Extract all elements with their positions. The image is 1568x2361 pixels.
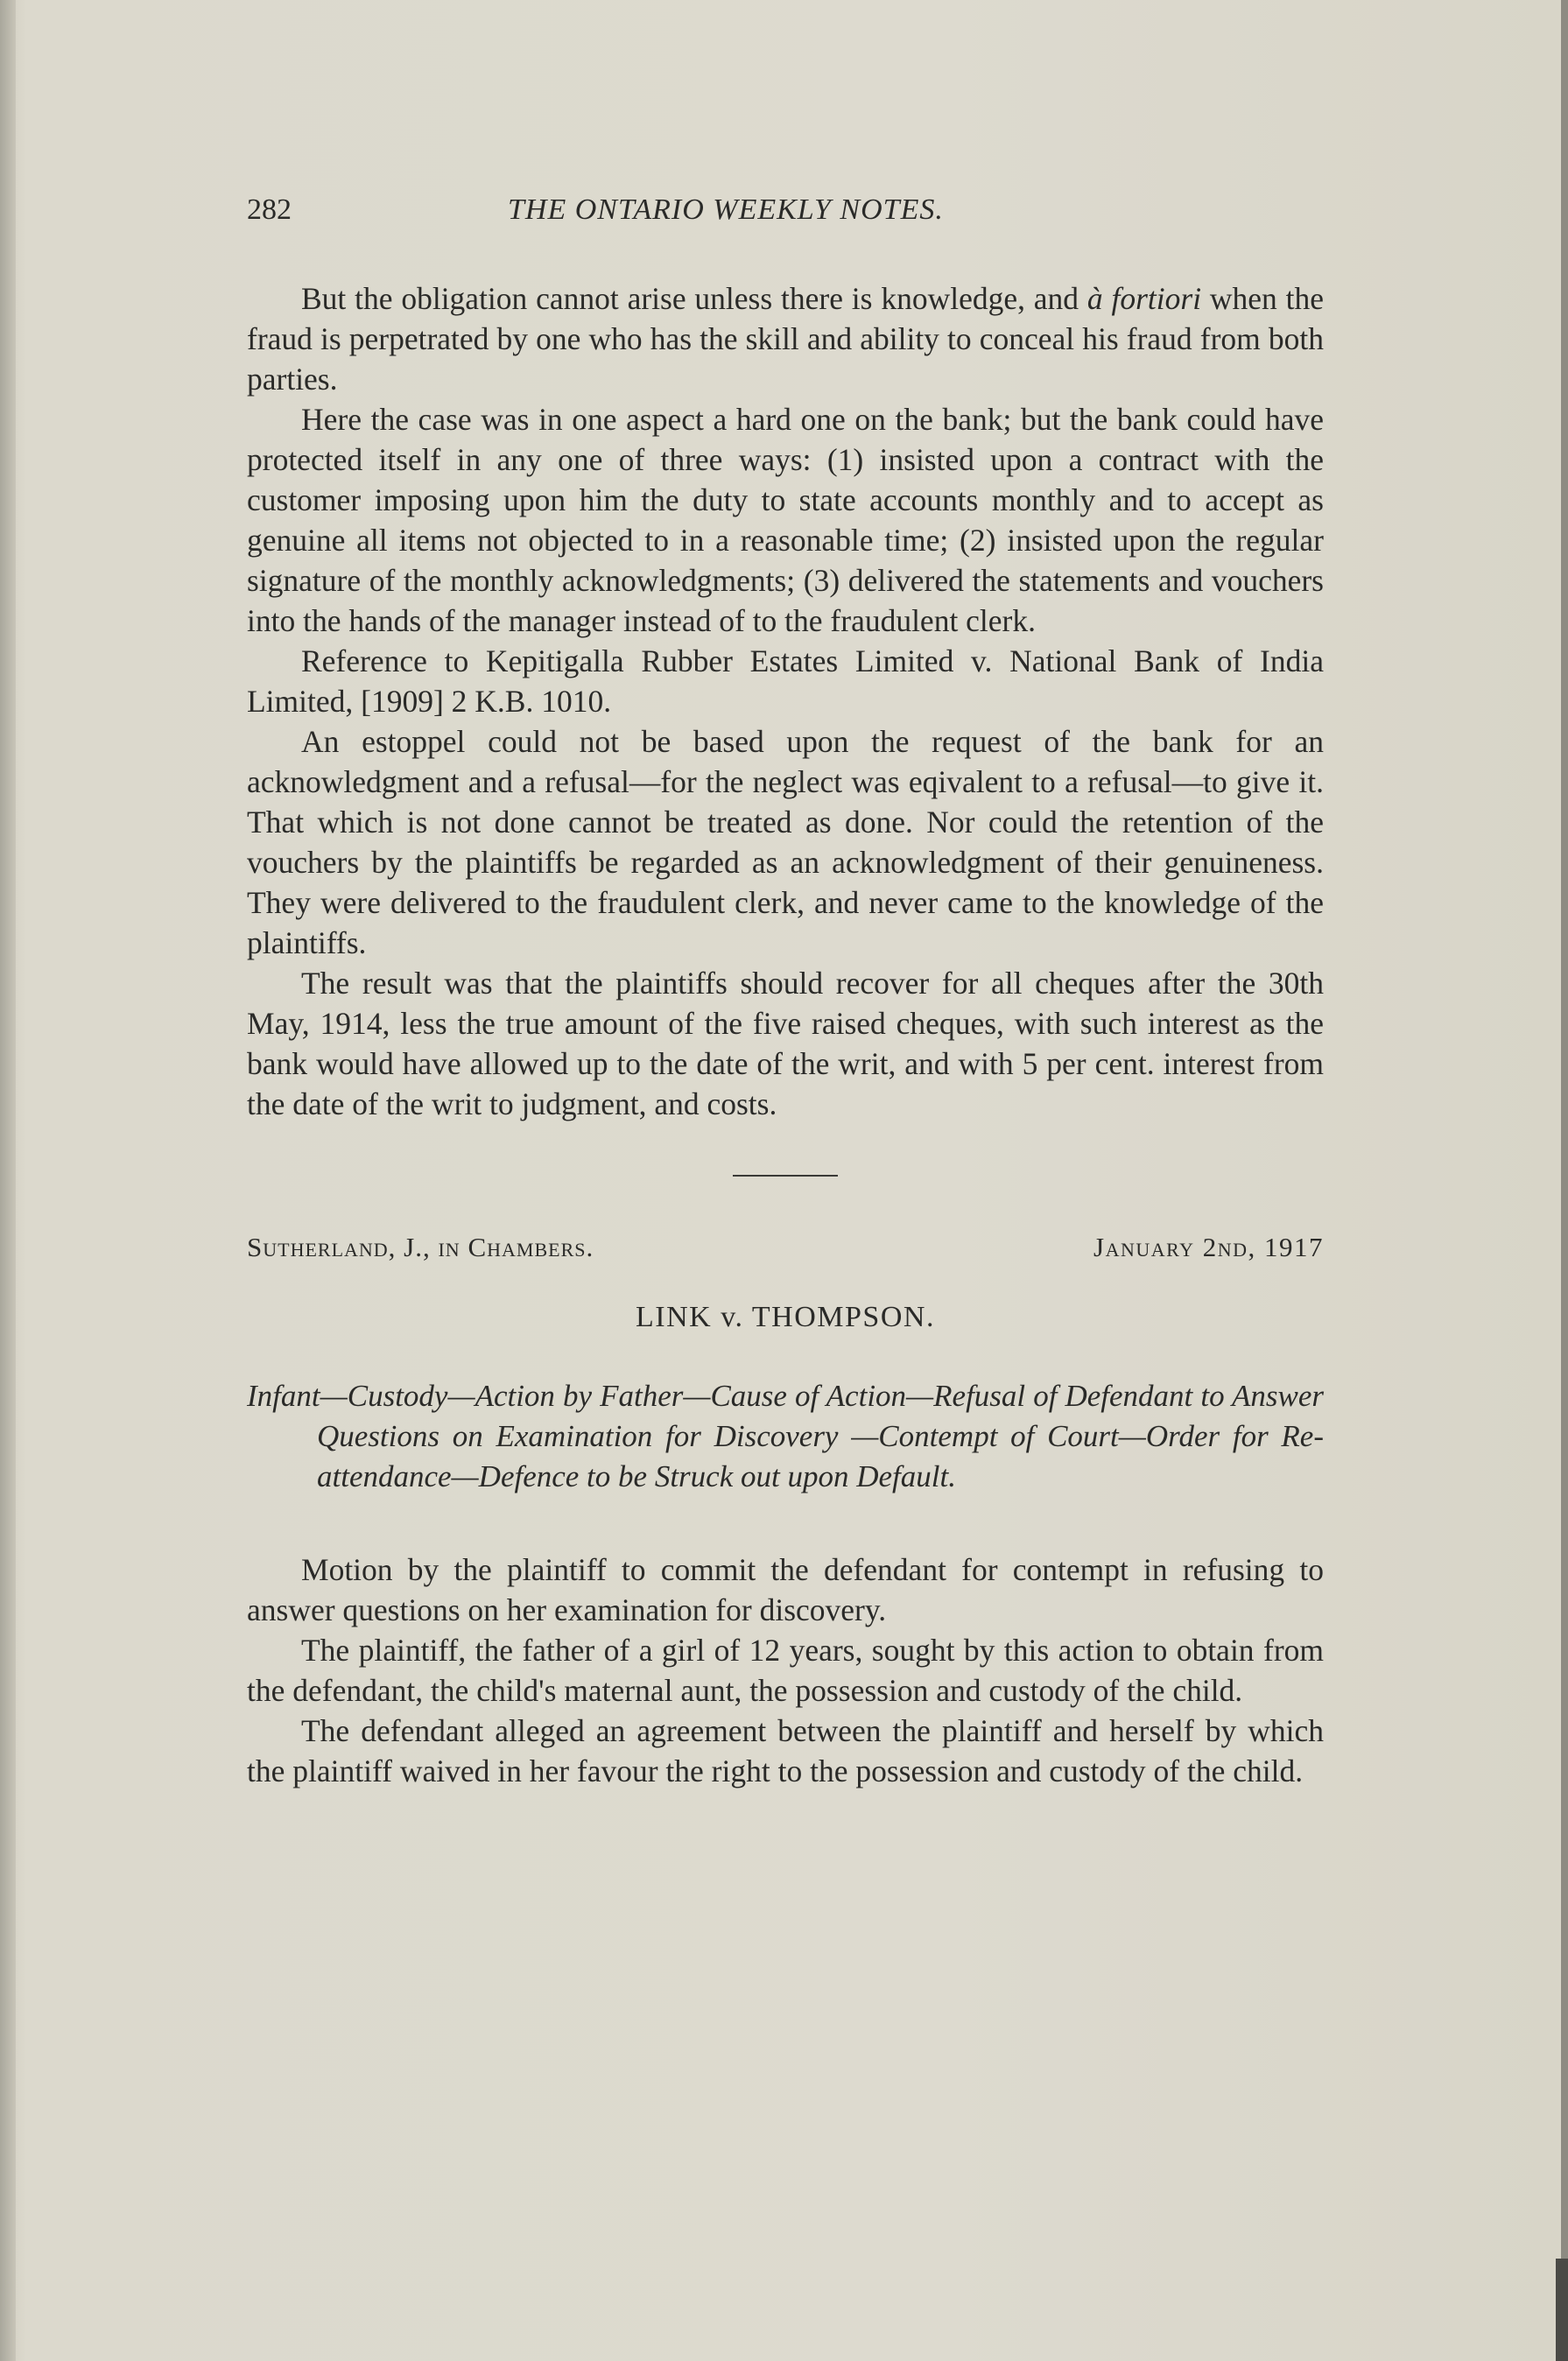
paragraph-result: The result was that the plaintiffs should recover for all cheques after the 30th May, 1914, less the true amount of the five raised cheques, with such interest as the bank would have allowed up to the date of the writ, and with 5 per cent. interest from the date of the writ to judgment, and costs. (247, 966, 1324, 1121)
page-edge-shadow (1556, 2259, 1568, 2361)
page-number: 282 (247, 193, 292, 226)
latin-phrase: à fortiori (1086, 281, 1202, 316)
text-block (247, 184, 1324, 1791)
paragraph-bank-protection: Here the case was in one aspect a hard one on the bank; but the bank could have protected itself in any one of three ways: (1) insisted upon a contract with the customer imposing upon him the duty to state accounts monthly and to accept as genuine all items not objected to in a reasonable time; (2) insisted upon the regular signature of the monthly acknowledgments; (3) delivered the statements and vouchers into the hands of the manager instead of to the fraudulent clerk. (247, 402, 1324, 638)
case-date: January 2nd, 1917 (1093, 1232, 1324, 1262)
paragraph-plaintiff: The plaintiff, the father of a girl of 12 years, sought by this action to obtain from the defendant, the child's maternal aunt, the possession and custody of the child. (247, 1633, 1324, 1708)
paragraph-text: when the fraud is perpetrated by one who has the skill and ability to conceal his fraud from both parties. (247, 281, 1324, 397)
paragraph-obligation (247, 278, 1324, 399)
court-line (247, 1226, 1324, 1269)
section-divider (733, 1175, 838, 1177)
page-edge (1561, 0, 1568, 2361)
paragraph-motion: Motion by the plaintiff to commit the defendant for contempt in refusing to answer questions on her examination for discovery. (247, 1552, 1324, 1627)
journal-title: THE ONTARIO WEEKLY NOTES. (508, 193, 944, 226)
court-judge: Sutherland, J., in Chambers. (247, 1232, 594, 1262)
binding-edge (0, 0, 16, 2361)
paragraph-defendant: The defendant alleged an agreement between the plaintiff and herself by which the plaintiff waived in her favour the right to the possession and custody of the child. (247, 1713, 1324, 1788)
paragraph-text: But the obligation cannot arise unless there is knowledge, and (301, 281, 1087, 316)
running-head (247, 184, 1324, 236)
case-title: LINK v. THOMPSON. (636, 1301, 935, 1333)
headnote: Infant—Custody—Action by Father—Cause of Action—Refusal of Defendant to Answer Questions on Examination for Discovery —Contempt of Court—Order for Re-attendance—Defence to be Struck out upon Default. (247, 1379, 1324, 1493)
paragraph-estoppel: An estoppel could not be based upon the request of the bank for an acknowledgment and a refusal—for the neglect was eqivalent to a refusal—to give it. That which is not done cannot be treated as done. Nor could the retention of the vouchers by the plaintiffs be regarded as an acknowledgment of their genuineness. They were delivered to the fraudulent clerk, and never came to the knowledge of the plaintiffs. (247, 724, 1324, 960)
paragraph-reference: Reference to Kepitigalla Rubber Estates Limited v. National Bank of India Limited, [1909] 2 K.B. 1010. (247, 643, 1324, 719)
